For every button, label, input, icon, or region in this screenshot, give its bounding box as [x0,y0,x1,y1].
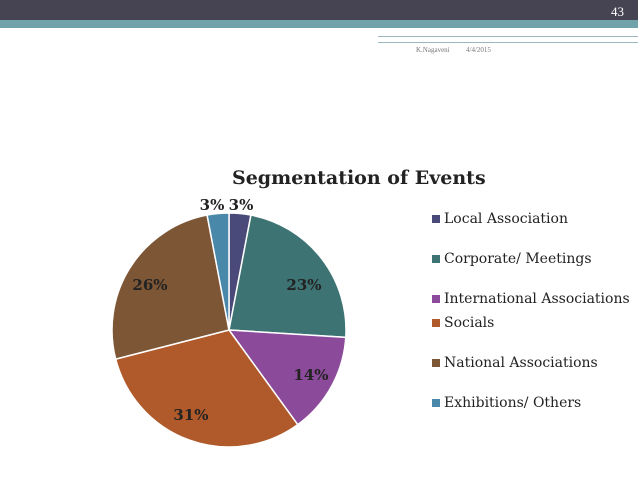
legend-label: Local Association [444,211,568,227]
author-label: K.Nagaveni [416,46,450,54]
data-label-exhibitions-others: 3% [199,196,225,214]
legend-label: Corporate/ Meetings [444,251,592,267]
legend-label: Exhibitions/ Others [444,395,582,411]
legend-item [432,210,632,228]
chart-title: Segmentation of Events [232,167,486,189]
legend-swatch [432,255,440,263]
legend-item [432,394,632,412]
legend-swatch [432,215,440,223]
legend-label: International Associations [444,291,630,307]
legend-item [432,250,632,268]
legend-label: Socials [444,315,495,331]
data-label-international-associations: 14% [293,366,329,384]
legend-swatch [432,359,440,367]
legend-item [432,314,632,332]
legend-label: National Associations [444,355,598,371]
legend-item [432,354,632,372]
legend-item [432,290,632,308]
data-label-socials: 31% [173,406,209,424]
date-label: 4/4/2015 [466,46,491,54]
chart-legend [432,210,632,412]
data-label-national-associations: 26% [132,276,168,294]
data-label-local-association: 3% [228,196,254,214]
legend-swatch [432,295,440,303]
legend-swatch [432,319,440,327]
data-label-corporate-meetings: 23% [286,276,322,294]
legend-swatch [432,399,440,407]
slide-number: 43 [611,4,624,19]
